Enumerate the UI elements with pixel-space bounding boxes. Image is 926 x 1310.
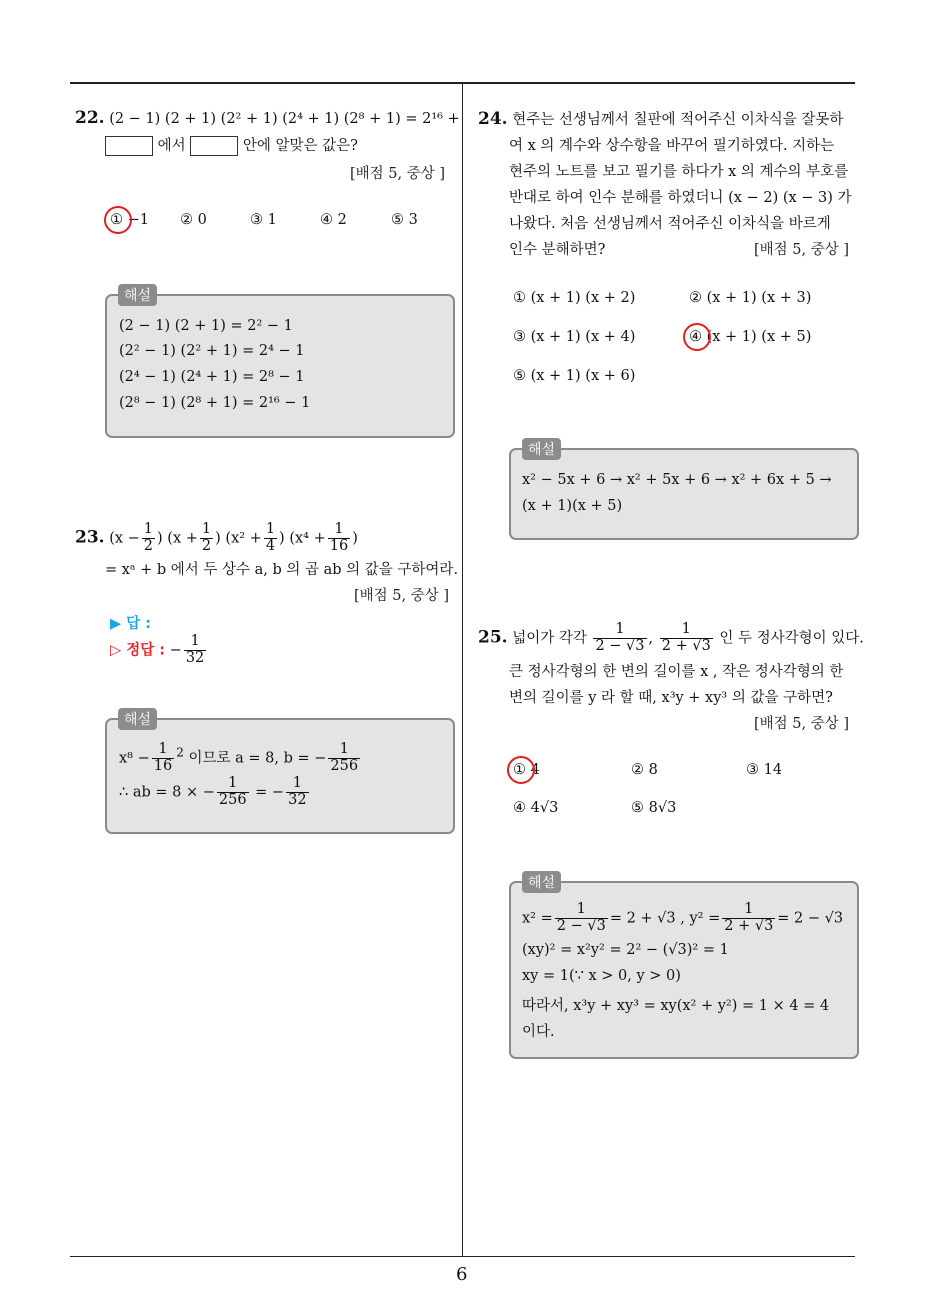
fraction — [142, 522, 155, 555]
q24-text-1: 현주는 선생님께서 칠판에 적어주신 이차식을 잘못하 — [512, 112, 844, 128]
q24-solution-tag: 해설 — [522, 438, 561, 460]
denominator: 2 − √3 — [556, 917, 606, 934]
q25-choice-1[interactable]: ① 4 — [513, 762, 540, 778]
q25-solution-line-4: 따라서, x³y + xy³ = xy(x² + y²) = 1 × 4 = 4 — [522, 998, 830, 1014]
numerator: 1 — [593, 622, 646, 639]
q23-solution-line-1 — [119, 742, 362, 775]
q25-choice-2[interactable]: ② 8 — [631, 762, 658, 778]
denominator: 2 − √3 — [595, 637, 645, 654]
q23-factor-4-open: (x⁴ + — [289, 530, 326, 547]
fraction — [660, 622, 713, 655]
q25-answer-circle — [507, 756, 535, 784]
denominator: 16 — [329, 537, 349, 554]
sol-term: x⁸ − — [119, 750, 150, 767]
q25-choice-3[interactable]: ③ 14 — [746, 762, 783, 778]
q23-solution-tag: 해설 — [118, 708, 157, 730]
numerator: 1 — [201, 521, 212, 537]
q25-solution-line-5: 이다. — [522, 1024, 555, 1040]
denominator: 256 — [330, 757, 359, 774]
q24-text-5: 나왔다. 처음 선생님께서 적어주신 이차식을 바르게 — [509, 216, 831, 232]
denominator: 32 — [288, 791, 307, 808]
q23-factor-2-close: ) — [215, 530, 221, 547]
fraction — [264, 522, 277, 555]
q25-choice-4[interactable]: ④ 4√3 — [513, 800, 559, 816]
q25-choice-5[interactable]: ⑤ 8√3 — [631, 800, 677, 816]
q23-correct-label: ▷ 정답 : — [110, 642, 166, 659]
page-number: 6 — [456, 1264, 468, 1285]
fraction — [200, 522, 213, 555]
q22-text-b: 안에 알맞은 값은? — [238, 138, 358, 154]
q25-text-1c: 인 두 정사각형이 있다. — [719, 630, 864, 647]
denominator: 16 — [153, 757, 173, 774]
fraction — [152, 742, 174, 775]
q22-choice-5[interactable]: ⑤ 3 — [391, 212, 418, 228]
sol-text: = 2 + √3 , y² = — [609, 910, 721, 927]
q22-meta: [배점 5, 중상 ] — [350, 166, 446, 182]
q22-solution-box — [105, 294, 455, 438]
sol-text: = 2 − √3 — [777, 910, 844, 927]
denominator: 2 — [201, 537, 212, 554]
q22-expression: (2 − 1) (2 + 1) (2² + 1) (2⁴ + 1) (2⁸ + 1) = 2¹⁶ + — [109, 111, 460, 127]
denominator: 256 — [218, 791, 247, 808]
q22-line1 — [75, 108, 460, 128]
q23-factor-1-open: (x − — [109, 530, 140, 547]
q22-solution-line-3: (2⁴ − 1) (2⁴ + 1) = 2⁸ − 1 — [119, 369, 305, 385]
denominator: 2 + √3 — [724, 917, 774, 934]
q25-text-3: 변의 길이를 y 라 할 때, x³y + xy³ 의 값을 구하면? — [509, 690, 833, 706]
fraction — [593, 622, 646, 655]
sol-text: = − — [250, 784, 285, 801]
numerator: 1 — [286, 776, 308, 793]
bottom-rule — [70, 1256, 855, 1257]
fraction — [217, 776, 249, 809]
numerator: 1 — [555, 902, 608, 919]
q23-factor-4-close: ) — [352, 530, 358, 547]
column-divider — [462, 84, 463, 1256]
q23-correct — [110, 634, 208, 667]
fraction — [328, 522, 350, 555]
q23-number: 23. — [75, 527, 105, 548]
fraction — [555, 902, 608, 935]
q23-line1 — [75, 522, 358, 555]
q24-choice-5[interactable]: ⑤ (x + 1) (x + 6) — [513, 368, 636, 384]
answer-blank — [105, 136, 153, 156]
q22-choice-3[interactable]: ③ 1 — [250, 212, 277, 228]
numerator: 1 — [328, 522, 350, 539]
fraction — [328, 742, 360, 775]
sol-text: x² = — [522, 910, 553, 927]
q24-solution-line-2: (x + 1)(x + 5) — [522, 498, 623, 514]
denominator: 2 — [143, 537, 154, 554]
q23-factor-2-open: (x + — [167, 530, 198, 547]
numerator: 1 — [265, 521, 276, 537]
q24-text-2: 여 x 의 계수와 상수항을 바꾸어 필기하였다. 지하는 — [509, 138, 835, 154]
q22-solution-line-2: (2² − 1) (2² + 1) = 2⁴ − 1 — [119, 343, 305, 359]
q25-number: 25. — [478, 627, 508, 648]
q24-text-3: 현주의 노트를 보고 필기를 하다가 x 의 계수의 부호를 — [509, 164, 849, 180]
q24-choice-2[interactable]: ② (x + 1) (x + 3) — [689, 290, 812, 306]
numerator: 1 — [722, 902, 775, 919]
exponent: 2 — [176, 745, 184, 760]
q24-answer-circle — [683, 323, 711, 351]
numerator: 1 — [152, 742, 174, 759]
q23-correct-sign: − — [169, 642, 182, 659]
q24-choice-3[interactable]: ③ (x + 1) (x + 4) — [513, 329, 636, 345]
numerator: 1 — [143, 521, 154, 537]
q23-factor-3-open: (x² + — [225, 530, 262, 547]
numerator: 1 — [328, 742, 360, 759]
q23-factor-1-close: ) — [157, 530, 163, 547]
q23-solution-line-2 — [119, 776, 311, 809]
q22-choice-2[interactable]: ② 0 — [180, 212, 207, 228]
denominator: 4 — [265, 537, 276, 554]
q24-number: 24. — [478, 109, 508, 129]
q25-text-1b: , — [648, 630, 654, 647]
q25-text-2: 큰 정사각형의 한 변의 길이를 x , 작은 정사각형의 한 — [509, 664, 844, 680]
q24-line1 — [478, 108, 843, 129]
q25-solution-line-3: xy = 1(∵ x > 0, y > 0) — [522, 968, 681, 984]
q22-solution-line-4: (2⁸ − 1) (2⁸ + 1) = 2¹⁶ − 1 — [119, 395, 311, 411]
q24-choice-1[interactable]: ① (x + 1) (x + 2) — [513, 290, 636, 306]
q24-meta: [배점 5, 중상 ] — [754, 242, 850, 258]
q23-meta: [배점 5, 중상 ] — [354, 588, 450, 604]
q22-solution-tag: 해설 — [118, 284, 157, 306]
q23-line2: = xᵃ + b 에서 두 상수 a, b 의 곱 ab 의 값을 구하여라. — [105, 562, 459, 578]
answer-blank — [190, 136, 238, 156]
q25-meta: [배점 5, 중상 ] — [754, 716, 850, 732]
q22-choice-1[interactable]: ① −1 — [110, 212, 149, 228]
q24-text-6: 인수 분해하면? — [509, 242, 606, 258]
q25-solution-line-2: (xy)² = x²y² = 2² − (√3)² = 1 — [522, 942, 729, 958]
q22-solution-line-1: (2 − 1) (2 + 1) = 2² − 1 — [119, 318, 293, 334]
q22-choice-4[interactable]: ④ 2 — [320, 212, 347, 228]
q25-solution-tag: 해설 — [522, 871, 561, 893]
q22-number: 22. — [75, 108, 105, 128]
q24-solution-box — [509, 448, 859, 540]
sol-text: 이므로 a = 8, b = − — [183, 750, 327, 767]
denominator: 32 — [185, 649, 205, 666]
q25-solution-line-1 — [522, 902, 843, 935]
q22-line2 — [105, 134, 358, 156]
q23-answer-label: ▶ 답 : — [110, 616, 152, 632]
q22-text-a: 에서 — [153, 138, 191, 154]
fraction — [286, 776, 308, 809]
numerator: 1 — [184, 634, 206, 651]
q23-factor-3-close: ) — [279, 530, 285, 547]
q24-solution-line-1: x² − 5x + 6 → x² + 5x + 6 → x² + 6x + 5 → — [522, 472, 832, 488]
q25-line1 — [478, 622, 864, 655]
q24-choice-4[interactable]: ④ (x + 1) (x + 5) — [689, 329, 812, 345]
numerator: 1 — [217, 776, 249, 793]
fraction — [184, 634, 206, 667]
denominator: 2 + √3 — [661, 637, 711, 654]
q25-text-1a: 넓이가 각각 — [512, 630, 587, 647]
fraction — [722, 902, 775, 935]
q24-text-4: 반대로 하여 인수 분해를 하였더니 (x − 2) (x − 3) 가 — [509, 190, 852, 206]
q22-answer-circle — [104, 206, 132, 234]
numerator: 1 — [660, 622, 713, 639]
sol-text: ∴ ab = 8 × − — [119, 784, 215, 801]
